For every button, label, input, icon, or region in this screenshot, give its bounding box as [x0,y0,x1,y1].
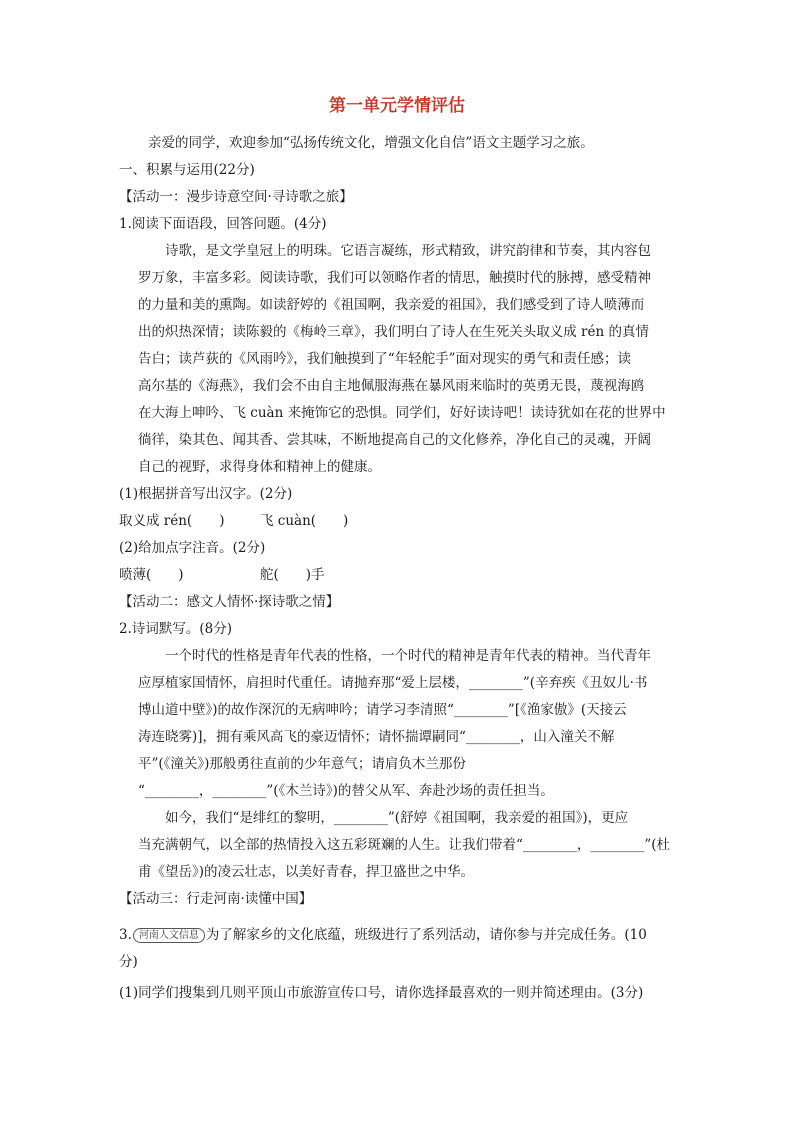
henan-culture-badge: 河南人文信息 [133,928,205,943]
passage-line: 博山道中壁》)的故作深沉的无病呻吟；请学习李清照“________”[《渔家傲》(天接云 [138,702,627,718]
passage-line: 徜徉，染其色、闻其香、尝其味，不断地提高自己的文化修养，净化自己的灵魂，开阔 [138,432,651,448]
question-number: 3. [119,927,132,943]
passage-line: 出的炽热深情；读陈毅的《梅岭三章》，我们明白了诗人在生死关头取义成 rén 的真情 [138,324,649,340]
activity-heading: 【活动三：行走河南·读懂中国】 [119,891,313,907]
passage-line: 当充满朝气，以全部的热情投入这五彩斑斓的人生。让我们带着“________，________”(杜 [138,837,671,853]
passage-line: 罗万象，丰富多彩。阅读诗歌，我们可以领略作者的情思，触摸时代的脉搏，感受精神 [138,270,651,286]
sub-question: (1)同学们搜集到几则平顶山市旅游宣传口号，请你选择最喜欢的一则并简述理由。(3分) [119,985,644,1001]
section-heading: 一、积累与运用(22分) [119,162,255,178]
question-stem: 2.诗词默写。(8分) [119,621,233,637]
answer-blank[interactable]: 舵( )手 [260,567,325,583]
answer-blank[interactable]: 喷薄( ) [119,567,184,583]
passage-line: 甫《望岳》)的凌云壮志，以美好青春，捍卫盛世之中华。 [138,864,475,880]
passage-line: 告白；读芦荻的《风雨吟》，我们触摸到了“年轻舵手”面对现实的勇气和责任感；读 [138,351,632,367]
passage-line: “________，________”(《木兰诗》)的替父从军、奔赴沙场的责任担当。 [138,783,554,799]
question-text: 为了解家乡的文化底蕴，班级进行了系列活动，请你参与并完成任务。(10 [205,927,647,943]
passage-line: 一个时代的性格是青年代表的性格，一个时代的精神是青年代表的精神。当代青年 [165,648,651,664]
sub-question: (1)根据拼音写出汉字。(2分) [119,486,293,502]
passage-line: 诗歌，是文学皇冠上的明珠。它语言凝练，形式精致，讲究韵律和节奏，其内容包 [165,243,651,259]
passage-line: 平”(《潼关》)那般勇往直前的少年意气；请肩负木兰那份 [138,756,466,772]
intro-text: 亲爱的同学，欢迎参加“弘扬传统文化，增强文化自信”语文主题学习之旅。 [148,135,594,151]
passage-line: 高尔基的《海燕》，我们会不由自主地佩服海燕在暴风雨来临时的英勇无畏，蔑视海鸥 [138,378,645,394]
activity-heading: 【活动一：漫步诗意空间·寻诗歌之旅】 [119,189,353,205]
answer-blank[interactable]: 取义成 rén( ) [119,513,225,529]
passage-line: 涛连晓雾)]，拥有乘风高飞的豪迈情怀；请怀揣谭嗣同“________，山入潼关不解 [138,729,615,745]
answer-blank[interactable]: 飞 cuàn( ) [260,513,349,529]
passage-line: 自己的视野，求得身体和精神上的健康。 [138,459,381,475]
passage-line: 如今，我们“是绯红的黎明，________”(舒婷《祖国啊，我亲爱的祖国》)，更应 [165,810,629,826]
question-text-cont: 分) [119,954,138,970]
passage-line: 在大海上呻吟、飞 cuàn 来掩饰它的恐惧。同学们，好好读诗吧！读诗犹如在花的世界中 [138,405,666,421]
activity-heading: 【活动二：感文人情怀·探诗歌之情】 [119,594,340,610]
question-stem [119,925,647,945]
sub-question: (2)给加点字注音。(2分) [119,540,266,556]
passage-line: 应厚植家国情怀，肩担时代重任。请抛弃那“爱上层楼，________”(辛弃疾《丑奴儿·书 [138,675,648,691]
page-title: 第一单元学情评估 [329,96,465,116]
passage-line: 的力量和美的熏陶。如读舒婷的《祖国啊，我亲爱的祖国》，我们感受到了诗人喷薄而 [138,297,645,313]
question-stem: 1.阅读下面语段，回答问题。(4分) [119,216,327,232]
